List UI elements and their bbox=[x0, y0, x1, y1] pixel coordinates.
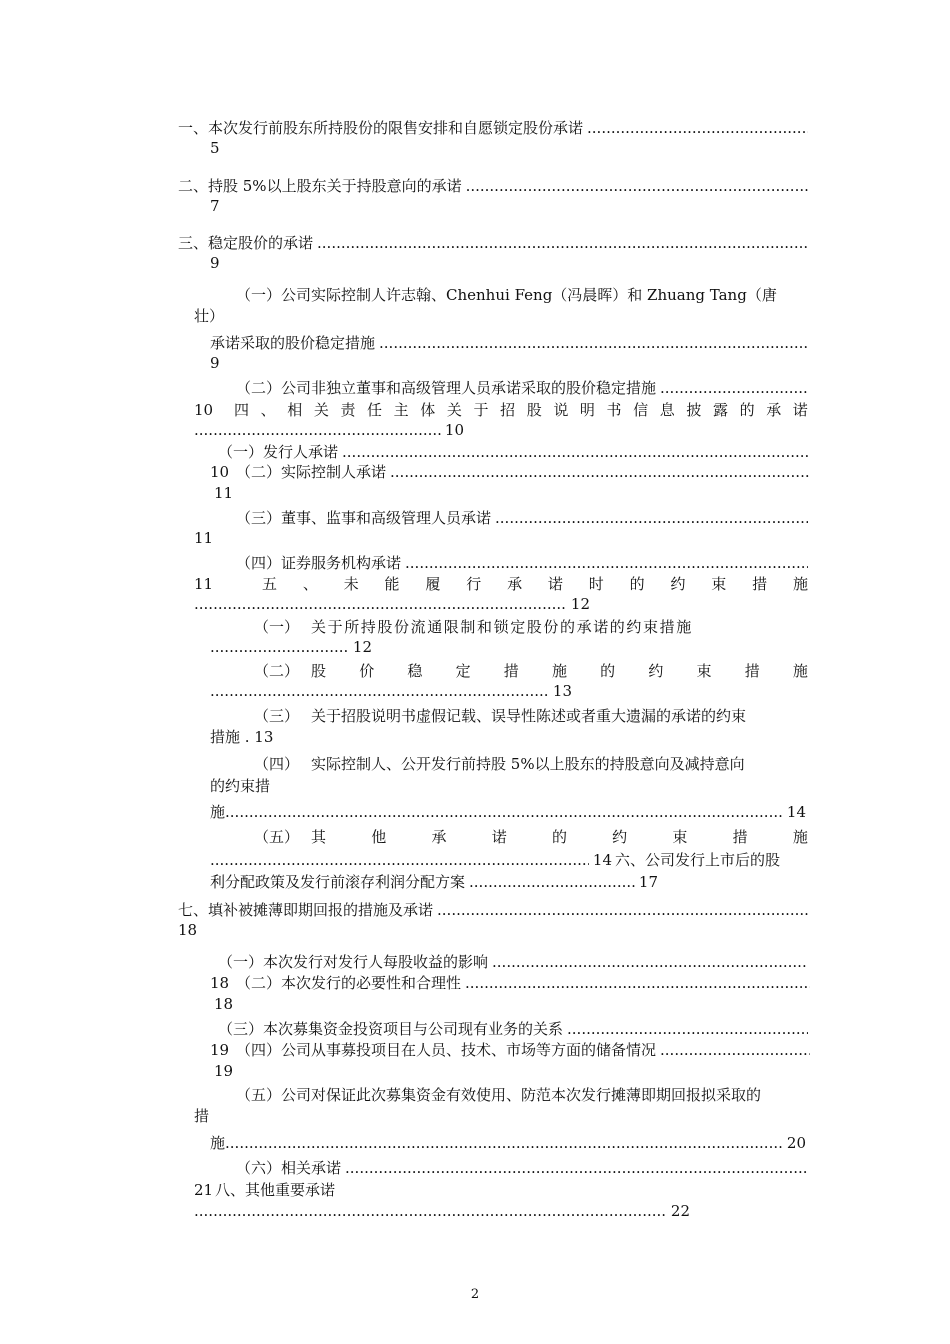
toc-entry-5-3-line2: 措施 . 13 bbox=[210, 728, 274, 746]
char: 履 bbox=[425, 575, 441, 593]
toc-entry-7-5-line2: 措 bbox=[194, 1107, 210, 1125]
char: 的 bbox=[629, 575, 645, 593]
dot-leader bbox=[210, 637, 349, 657]
char: 束 bbox=[672, 828, 688, 846]
char: 体 bbox=[420, 401, 436, 419]
char: 五 bbox=[262, 575, 278, 593]
toc-entry-7-3-page: 19 bbox=[210, 1041, 230, 1059]
toc-entry-7-4[interactable] bbox=[236, 1040, 810, 1060]
toc-entry-4-leader bbox=[194, 420, 464, 440]
toc-entry-6[interactable] bbox=[210, 872, 658, 892]
char: 束 bbox=[696, 662, 712, 680]
toc-entry-5-5-leader bbox=[210, 850, 612, 870]
toc-entry-7-2-page: 18 bbox=[214, 995, 234, 1013]
toc-entry-7-title: 七、填补被摊薄即期回报的措施及承诺 bbox=[178, 901, 434, 919]
char: 股 bbox=[526, 401, 542, 419]
toc-entry-7-1-page: 18 bbox=[210, 974, 230, 992]
char: 任 bbox=[367, 401, 383, 419]
toc-entry-4-4-title: （四）证券服务机构承诺 bbox=[236, 554, 402, 572]
toc-entry-7-2[interactable] bbox=[236, 973, 810, 993]
toc-entry-3-2[interactable] bbox=[236, 378, 808, 398]
char: 约 bbox=[670, 575, 686, 593]
toc-entry-4-4[interactable] bbox=[236, 553, 808, 573]
toc-entry-7-4-title: （四）公司从事募投项目在人员、技术、市场等方面的储备情况 bbox=[236, 1041, 657, 1059]
toc-entry-7-4-page: 19 bbox=[214, 1062, 234, 1080]
toc-entry-5-4-num: （四） bbox=[254, 755, 300, 773]
char: 的 bbox=[551, 828, 567, 846]
char: 相 bbox=[287, 401, 303, 419]
toc-entry-5-1-page: 12 bbox=[352, 638, 372, 656]
toc-entry-5-5-num: （五） bbox=[254, 828, 300, 846]
char: 承 bbox=[507, 575, 523, 593]
toc-entry-4-1-title: （一）发行人承诺 bbox=[218, 443, 339, 461]
toc-entry-1-title: 一、本次发行前股东所持股份的限售安排和自愿锁定股份承诺 bbox=[178, 119, 584, 137]
char: 诺 bbox=[491, 828, 507, 846]
char: 他 bbox=[371, 828, 387, 846]
toc-entry-7-6[interactable] bbox=[236, 1158, 808, 1178]
toc-entry-4-3-page: 11 bbox=[194, 529, 214, 547]
toc-entry-4-1[interactable] bbox=[218, 442, 808, 462]
dot-leader bbox=[469, 872, 635, 892]
toc-entry-7-page: 18 bbox=[178, 921, 198, 939]
dot-leader bbox=[465, 973, 810, 993]
toc-entry-7-6-page: 21 bbox=[194, 1181, 214, 1199]
char: 于 bbox=[473, 401, 489, 419]
char: 施 bbox=[551, 662, 567, 680]
char: 的 bbox=[739, 401, 755, 419]
toc-entry-3-1-line1[interactable]: （一）公司实际控制人许志翰、Chenhui Feng（冯晨晖）和 Zhuang Tang（唐 bbox=[236, 286, 777, 304]
dot-leader bbox=[345, 1158, 808, 1178]
dot-leader bbox=[210, 850, 589, 870]
toc-entry-5-leader bbox=[194, 594, 590, 614]
toc-entry-4-1-page: 10 bbox=[210, 463, 230, 481]
char: 信 bbox=[633, 401, 649, 419]
char: 招 bbox=[500, 401, 516, 419]
dot-leader bbox=[194, 420, 441, 440]
toc-entry-7-5-line1[interactable]: （五）公司对保证此次募集资金有效使用、防范本次发行摊薄即期回报拟采取的 bbox=[236, 1086, 762, 1104]
dot-leader bbox=[225, 1133, 783, 1153]
char: 诺 bbox=[547, 575, 563, 593]
toc-entry-5-4-line2: 的约束措 bbox=[210, 777, 271, 795]
char: 披 bbox=[686, 401, 702, 419]
char: 的 bbox=[600, 662, 616, 680]
toc-entry-5-3-num: （三） bbox=[254, 707, 300, 725]
char: 未 bbox=[343, 575, 359, 593]
char: 施 bbox=[792, 575, 808, 593]
char: 书 bbox=[606, 401, 622, 419]
dot-leader bbox=[587, 118, 808, 138]
char: 定 bbox=[455, 662, 471, 680]
char: 关 bbox=[446, 401, 462, 419]
dot-leader bbox=[492, 952, 808, 972]
toc-entry-5-2[interactable] bbox=[311, 661, 808, 681]
toc-entry-4-page: 10 bbox=[444, 421, 464, 439]
toc-entry-1-page: 5 bbox=[210, 139, 220, 157]
char: 明 bbox=[579, 401, 595, 419]
toc-entry-5-4-line3: 施 bbox=[210, 803, 226, 821]
char: 约 bbox=[612, 828, 628, 846]
char: 息 bbox=[659, 401, 675, 419]
char: 说 bbox=[553, 401, 569, 419]
toc-entry-3-page: 9 bbox=[210, 254, 220, 272]
toc-entry-4-2-title: （二）实际控制人承诺 bbox=[236, 463, 387, 481]
dot-leader bbox=[194, 1201, 667, 1221]
toc-entry-7-3-title: （三）本次募集资金投资项目与公司现有业务的关系 bbox=[218, 1020, 564, 1038]
toc-entry-2-title: 二、持股 5%以上股东关于持股意向的承诺 bbox=[178, 177, 462, 195]
toc-entry-8-page: 22 bbox=[670, 1202, 690, 1220]
toc-entry-8-leader bbox=[194, 1201, 690, 1221]
char: 措 bbox=[503, 662, 519, 680]
toc-entry-5-5[interactable] bbox=[311, 827, 808, 847]
toc-entry-8-title[interactable]: 八、其他重要承诺 bbox=[215, 1181, 336, 1199]
toc-entry-7-5-page: 20 bbox=[786, 1134, 806, 1152]
toc-entry-5[interactable] bbox=[262, 574, 808, 594]
toc-entry-5-4-page: 14 bbox=[786, 803, 806, 821]
toc-entry-7-2-title: （二）本次发行的必要性和合理性 bbox=[236, 974, 462, 992]
toc-entry-3-title: 三、稳定股价的承诺 bbox=[178, 234, 314, 252]
char: 价 bbox=[359, 662, 375, 680]
toc-entry-5-4-leader bbox=[210, 802, 806, 822]
char: 施 bbox=[792, 828, 808, 846]
char: 主 bbox=[393, 401, 409, 419]
char: 约 bbox=[648, 662, 664, 680]
char: 、 bbox=[302, 575, 318, 593]
char: 露 bbox=[712, 401, 728, 419]
char: 时 bbox=[588, 575, 604, 593]
char: 诺 bbox=[792, 401, 808, 419]
toc-entry-5-1-num: （一） bbox=[254, 618, 300, 636]
toc-entry-3[interactable] bbox=[178, 233, 808, 253]
toc-entry-4-3[interactable] bbox=[236, 508, 808, 528]
dot-leader bbox=[567, 1019, 808, 1039]
dot-leader bbox=[495, 508, 808, 528]
char: 能 bbox=[384, 575, 400, 593]
char: 束 bbox=[711, 575, 727, 593]
toc-entry-4[interactable] bbox=[234, 400, 808, 420]
toc-entry-3-1[interactable] bbox=[210, 333, 808, 353]
toc-entry-4-3-title: （三）董事、监事和高级管理人员承诺 bbox=[236, 509, 492, 527]
toc-entry-4-2[interactable] bbox=[236, 462, 810, 482]
page-number: 2 bbox=[470, 1287, 480, 1302]
char: 稳 bbox=[407, 662, 423, 680]
toc-entry-3-1-line2: 壮） bbox=[194, 307, 225, 325]
dot-leader bbox=[379, 333, 808, 353]
dot-leader bbox=[466, 176, 808, 196]
toc-entry-2-page: 7 bbox=[210, 197, 220, 215]
toc-entry-2[interactable] bbox=[178, 176, 808, 196]
dot-leader bbox=[342, 442, 808, 462]
toc-entry-7-3[interactable] bbox=[218, 1019, 808, 1039]
toc-entry-7-5-leader bbox=[210, 1133, 806, 1153]
dot-leader bbox=[194, 594, 567, 614]
toc-entry-5-1-leader bbox=[210, 637, 372, 657]
toc-entry-6-page: 17 bbox=[638, 873, 658, 891]
toc-entry-4-4-page: 11 bbox=[194, 575, 214, 593]
dot-leader bbox=[210, 681, 549, 701]
dot-leader bbox=[225, 802, 783, 822]
char: 、 bbox=[260, 401, 276, 419]
dot-leader bbox=[390, 462, 810, 482]
toc-entry-7-1[interactable] bbox=[218, 952, 808, 972]
dot-leader bbox=[317, 233, 808, 253]
toc-entry-7-5-line3: 施 bbox=[210, 1134, 226, 1152]
toc-entry-5-5-page: 14 bbox=[592, 851, 612, 869]
char: 承 bbox=[766, 401, 782, 419]
dot-leader bbox=[660, 1040, 810, 1060]
toc-entry-5-page: 12 bbox=[570, 595, 590, 613]
char: 承 bbox=[431, 828, 447, 846]
dot-leader bbox=[660, 378, 808, 398]
char: 关 bbox=[313, 401, 329, 419]
char: 施 bbox=[792, 662, 808, 680]
toc-entry-7-6-title: （六）相关承诺 bbox=[236, 1159, 342, 1177]
char: 措 bbox=[752, 575, 768, 593]
toc-entry-1[interactable] bbox=[178, 118, 808, 138]
char: 股 bbox=[311, 662, 327, 680]
toc-entry-7[interactable] bbox=[178, 900, 808, 920]
toc-entry-5-4-line1[interactable]: 实际控制人、公开发行前持股 5%以上股东的持股意向及减持意向 bbox=[311, 755, 745, 773]
toc-entry-5-3-line1[interactable]: 关于招股说明书虚假记载、误导性陈述或者重大遗漏的承诺的约束 bbox=[311, 707, 747, 725]
toc-entry-6-title1[interactable]: 六、公司发行上市后的股 bbox=[615, 851, 781, 869]
char: 措 bbox=[732, 828, 748, 846]
toc-entry-5-2-leader bbox=[210, 681, 572, 701]
toc-entry-3-1-page: 9 bbox=[210, 354, 220, 372]
char: 行 bbox=[466, 575, 482, 593]
toc-entry-7-1-title: （一）本次发行对发行人每股收益的影响 bbox=[218, 953, 489, 971]
toc-entry-5-2-num: （二） bbox=[254, 662, 300, 680]
char: 措 bbox=[744, 662, 760, 680]
toc-entry-5-2-page: 13 bbox=[552, 682, 572, 700]
toc-entry-3-2-title: （二）公司非独立董事和高级管理人员承诺采取的股价稳定措施 bbox=[236, 379, 657, 397]
toc-entry-6-title2: 利分配政策及发行前滚存利润分配方案 bbox=[210, 873, 466, 891]
char: 其 bbox=[311, 828, 327, 846]
toc-entry-4-2-page: 11 bbox=[214, 484, 234, 502]
toc-entry-5-1-text[interactable]: 关于所持股份流通限制和锁定股份的承诺的约束措施 bbox=[311, 618, 693, 636]
char: 四 bbox=[234, 401, 250, 419]
toc-entry-3-1-line3: 承诺采取的股价稳定措施 bbox=[210, 334, 376, 352]
dot-leader bbox=[437, 900, 808, 920]
dot-leader bbox=[405, 553, 808, 573]
char: 责 bbox=[340, 401, 356, 419]
toc-entry-3-2-page: 10 bbox=[194, 401, 214, 419]
